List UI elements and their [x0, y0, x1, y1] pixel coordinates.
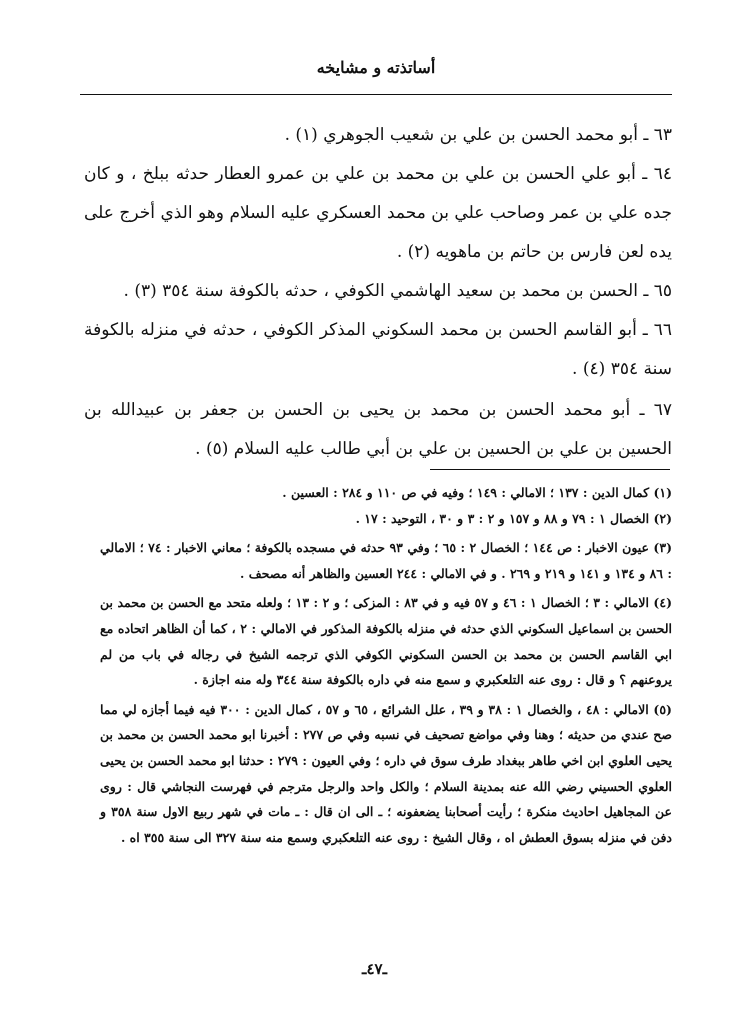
entries-list: [84, 116, 672, 469]
entry-63: ٦٣ ـ أبو محمد الحسن بن علي بن شعيب الجوهري (١) .: [284, 125, 672, 145]
footnote-2: (٢) الخصال ١ : ٧٩ و ٨٨ و ١٥٧ و ٢ : ٣ و ٣٠ ، التوحيد : ١٧ .: [355, 510, 672, 526]
header-rule: [80, 94, 672, 95]
footnote-3: (٣) عيون الاخبار : ص ١٤٤ ؛ الخصال ٢ : ٦٥ ؛ وفي ٩٣ حدثه في مسجده بالكوفة ؛ معاني الاخبار : ٧٤ ؛ الامالي : ٨٦ و ١٣٤ و ١٤١ و ٢١٩ و ٢٦٩ . و في الامالي : ٢٤٤ العسين والظاهر أنه مصحف .: [100, 540, 672, 581]
footnotes-list: [100, 480, 672, 850]
footnote-4: (٤) الامالي : ٣ ؛ الخصال ١ : ٤٦ و ٥٧ فيه و في ٨٣ : المزكى ؛ و ٢ : ١٣ ؛ ولعله متحد مع الحسن بن محمد بن الحسن بن اسماعيل السكوني الذي حدثه في منزله بالكوفة المذكور في الامالي : ٢ ، كما أن الظاهر اتحاده مع ابي القاسم الحسن بن محمد بن الحسن السكوني الكوفي الذي ترجمه الشيخ في رجاله في باب من لم يروعنهم ؟ و قال : روى عنه التلعكبري و سمع منه في داره بالكوفة سنة ٣٤٤ وله منه اجازة .: [100, 595, 672, 688]
entry-66: ٦٦ ـ أبو القاسم الحسن بن محمد السكوني المذكر الكوفي ، حدثه في منزله بالكوفة سنة ٣٥٤ (٤) .: [84, 320, 672, 379]
footnote-1: (١) كمال الدين : ١٣٧ ؛ الامالي : ١٤٩ ؛ وفيه في ص ١١٠ و ٢٨٤ : العسين .: [282, 485, 672, 500]
entry-67: ٦٧ ـ أبو محمد الحسن بن محمد بن يحيى بن الحسن بن جعفر بن عبيدالله بن الحسين بن علي بن الحسين بن علي بن أبي طالب عليه السلام (٥) .: [84, 400, 672, 459]
entry-64: ٦٤ ـ أبو علي الحسن بن علي بن محمد بن علي بن عمرو العطار حدثه ببلخ ، و كان جده علي بن عمر وصاحب علي بن محمد العسكري عليه السلام وهو الذي أخرج على يده لعن فارس بن حاتم بن ماهويه (٢) .: [84, 164, 672, 262]
footnote-5: (٥) الامالي : ٤٨ ، والخصال ١ : ٣٨ و ٣٩ ، علل الشرائع ، ٦٥ و ٥٧ ، كمال الدين : ٣٠٠ فيه فيما أجازه لي مما صح عندي من حديثه ؛ وهنا وفي مواضع تصحيف في نسبه وفي ص ٢٧٧ : أخبرنا ابو محمد الحسن بن محمد بن يحيى العلوي ابن اخي طاهر ببغداد طرف سوق في داره ؛ وفي العيون : ٢٧٩ : حدثنا ابو محمد الحسن بن يحيى العلوي الحسيني رضي الله عنه بمدينة السلام ؛ والكل واحد والرجل مترجم في فهرست النجاشي قال : روى عن المجاهيل احاديث منكرة ؛ رأيت أصحابنا يضعفونه ؛ ـ الى ان قال : ـ مات في شهر ربيع الاول سنة ٣٥٨ و دفن في منزله بسوق العطش اه ، وقال الشيخ : روى عنه التلعكبري وسمع منه سنة ٣٢٧ الى سنة ٣٥٥ اه .: [100, 701, 673, 845]
footnote-rule: [430, 469, 670, 470]
running-header: أساتذته و مشايخه: [316, 58, 436, 77]
entry-65: ٦٥ ـ الحسن بن محمد بن سعيد الهاشمي الكوفي ، حدثه بالكوفة سنة ٣٥٤ (٣) .: [123, 281, 672, 301]
page-number: ـ٤٧ـ: [362, 960, 387, 978]
